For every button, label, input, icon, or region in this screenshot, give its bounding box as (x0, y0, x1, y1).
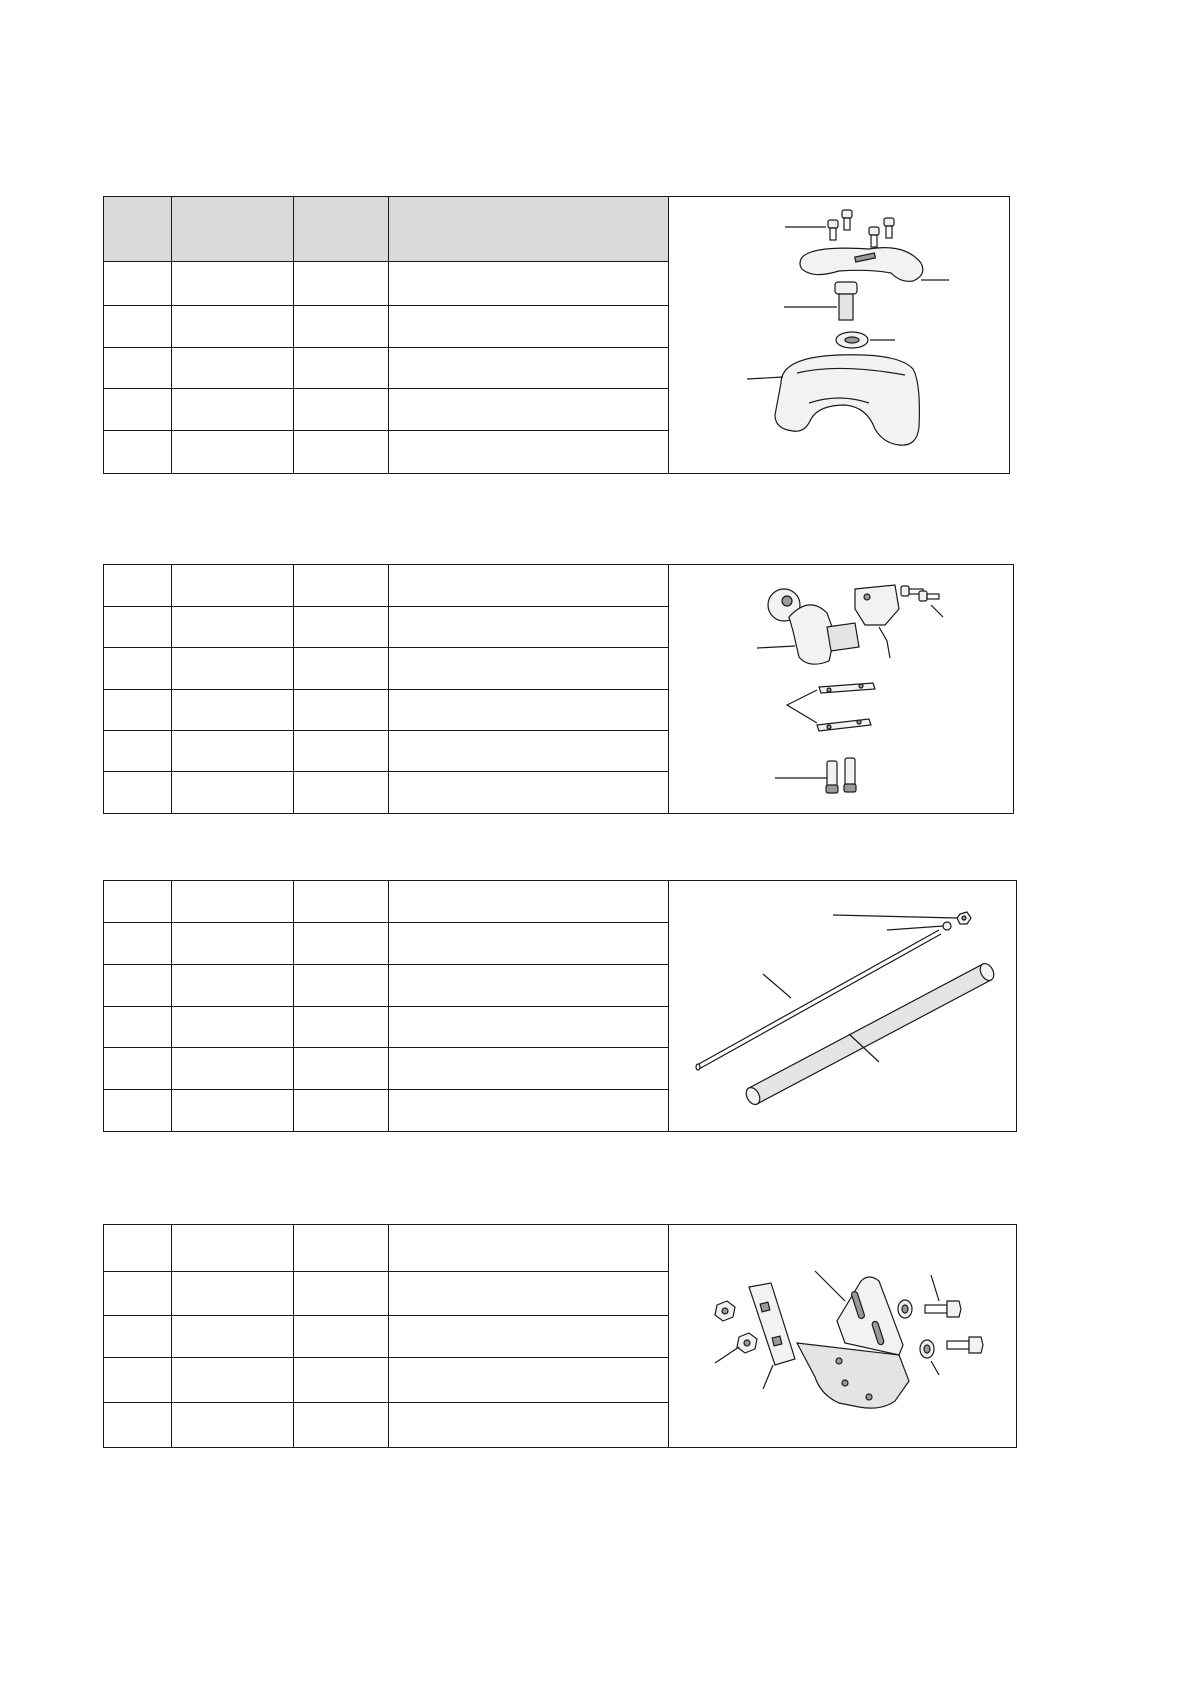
table-cell (172, 347, 294, 388)
table-cell (294, 731, 389, 772)
table-cell (294, 881, 389, 923)
table-cell (104, 607, 172, 648)
table-cell (389, 772, 669, 814)
table-cell (172, 261, 294, 305)
table-cell (172, 881, 294, 923)
table-cell (104, 261, 172, 305)
table-cell (172, 923, 294, 965)
table-cell (389, 1007, 669, 1048)
table-cell (389, 1357, 669, 1402)
table-cell (389, 1048, 669, 1090)
table-cell (294, 565, 389, 607)
table-cell (104, 731, 172, 772)
table-cell (172, 1090, 294, 1132)
header-cell (104, 197, 172, 262)
table-cell (294, 923, 389, 965)
table-cell (104, 1402, 172, 1447)
table-cell (294, 1272, 389, 1316)
parts-table-4 (103, 1224, 1017, 1448)
table-cell (389, 1225, 669, 1272)
table-cell (172, 1007, 294, 1048)
table-cell (389, 431, 669, 474)
parts-table-2 (103, 564, 1014, 814)
table-cell (104, 1316, 172, 1357)
table-cell (172, 607, 294, 648)
table-cell (104, 1225, 172, 1272)
table-cell (294, 1007, 389, 1048)
table-cell (172, 306, 294, 347)
table-cell (172, 1402, 294, 1447)
table-cell (172, 565, 294, 607)
angle-bracket-hardware-drawing (669, 1225, 1016, 1447)
table-cell (294, 1048, 389, 1090)
table-cell (172, 731, 294, 772)
handlebar-mount-exploded-drawing (669, 197, 1009, 473)
table-cell (294, 772, 389, 814)
table-cell (294, 389, 389, 431)
table-cell (172, 1357, 294, 1402)
table-cell (294, 1402, 389, 1447)
table-cell (294, 690, 389, 731)
table-cell (389, 690, 669, 731)
table-cell (104, 881, 172, 923)
table-cell (104, 1272, 172, 1316)
header-cell (389, 197, 669, 262)
table-cell (172, 648, 294, 690)
table-cell (172, 965, 294, 1007)
table-cell (104, 431, 172, 474)
table-cell (104, 648, 172, 690)
illustration-cell (669, 197, 1010, 474)
table-cell (389, 965, 669, 1007)
header-cell (294, 197, 389, 262)
table-cell (389, 648, 669, 690)
table-cell (104, 965, 172, 1007)
parts-table-1 (103, 196, 1010, 474)
table-cell (294, 347, 389, 388)
table-cell (104, 923, 172, 965)
table-cell (104, 772, 172, 814)
table-cell (104, 1090, 172, 1132)
table-cell (389, 1272, 669, 1316)
table-cell (389, 881, 669, 923)
table-cell (104, 306, 172, 347)
table-cell (172, 1048, 294, 1090)
table-cell (172, 690, 294, 731)
table-cell (389, 347, 669, 388)
table-cell (104, 565, 172, 607)
table-cell (294, 965, 389, 1007)
table-cell (104, 690, 172, 731)
table-cell (294, 306, 389, 347)
table-cell (389, 261, 669, 305)
table-cell (389, 306, 669, 347)
table-cell (294, 1225, 389, 1272)
table-cell (389, 1090, 669, 1132)
table-cell (104, 1357, 172, 1402)
table-cell (172, 389, 294, 431)
illustration-cell (669, 1225, 1017, 1448)
table-cell (172, 1225, 294, 1272)
table-cell (294, 648, 389, 690)
rod-and-tube-drawing (669, 882, 1016, 1130)
table-cell (294, 261, 389, 305)
table-cell (294, 431, 389, 474)
parts-table-3 (103, 880, 1017, 1132)
table-cell (104, 1048, 172, 1090)
table-cell (104, 347, 172, 388)
table-cell (389, 1316, 669, 1357)
table-cell (294, 1357, 389, 1402)
illustration-cell (669, 565, 1014, 814)
table-cell (104, 389, 172, 431)
table-cell (294, 1316, 389, 1357)
table-cell (389, 565, 669, 607)
illustration-cell (669, 881, 1017, 1132)
table-cell (389, 607, 669, 648)
ball-clamp-adapter-exploded-drawing (669, 565, 1013, 813)
table-cell (294, 607, 389, 648)
table-cell (172, 1272, 294, 1316)
table-cell (389, 1402, 669, 1447)
table-cell (172, 772, 294, 814)
table-cell (389, 389, 669, 431)
table-cell (172, 1316, 294, 1357)
table-cell (389, 731, 669, 772)
table-cell (389, 923, 669, 965)
table-cell (172, 431, 294, 474)
table-cell (104, 1007, 172, 1048)
header-cell (172, 197, 294, 262)
table-cell (294, 1090, 389, 1132)
